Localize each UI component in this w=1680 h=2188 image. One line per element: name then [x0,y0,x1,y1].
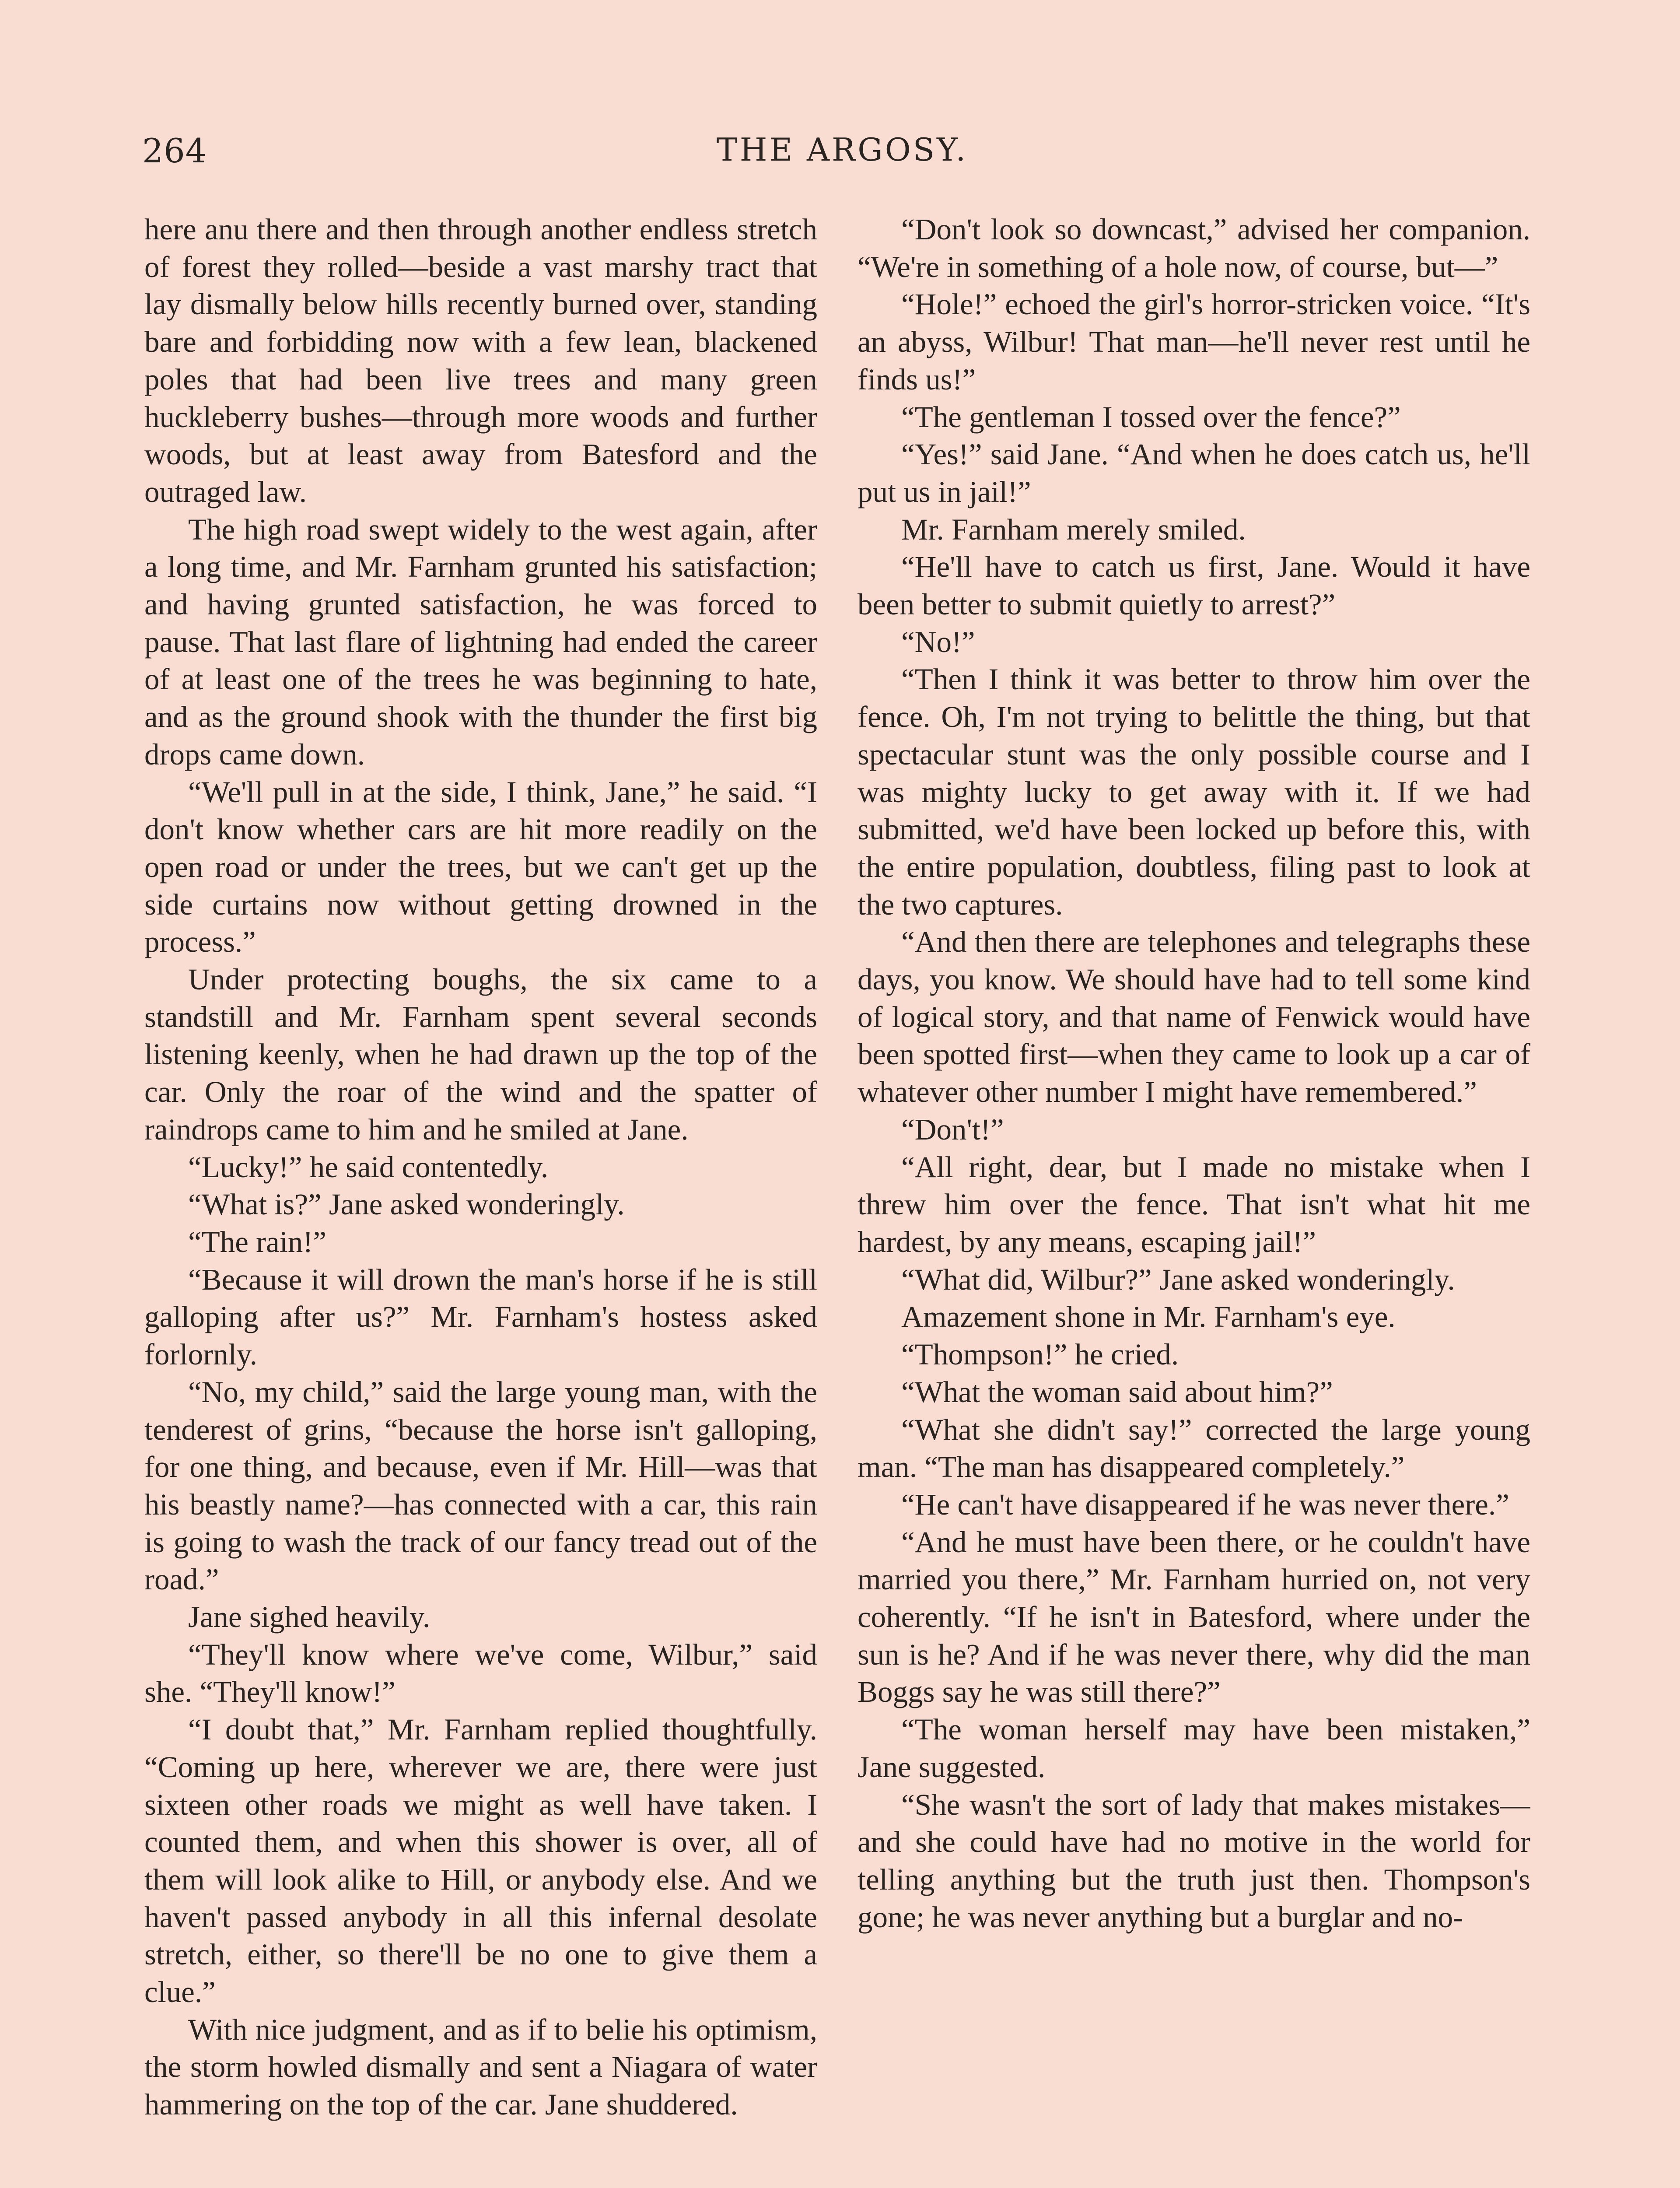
paragraph: “He can't have disappeared if he was never there.” [901,1487,1509,1521]
paragraph: “Lucky!” he said contentedly. [188,1150,549,1184]
paragraph: “What the woman said about him?” [901,1375,1333,1409]
paragraph: “Because it will drown the man's horse if he is still galloping after us?” Mr. Farnham's hostess asked forlornly. [144,1262,817,1371]
paragraph: “Yes!” said Jane. “And when he does catch us, he'll put us in jail!” [858,438,1530,508]
paragraph: Amazement shone in Mr. Farnham's eye. [901,1300,1396,1334]
paragraph: “All right, dear, but I made no mistake when I threw him over the fence. That isn't what hit me hardest, by any means, escaping jail!” [858,1150,1530,1259]
paragraph: Jane sighed heavily. [188,1600,430,1634]
page-number: 264 [142,131,207,170]
paragraph: here anu there and then through another endless stretch of forest they rolled—beside a vast marshy tract that lay dismally below hills recently burned over, standing bare and forbidding now with a few lean, blackened poles that had been live trees and many green huckleberry bushes—through more woods and further woods, but at least away from Batesford and the outraged law. [144,213,817,508]
paragraph: “Thompson!” he cried. [901,1338,1179,1371]
paragraph: Under protecting boughs, the six came to a standstill and Mr. Farnham spent several seconds listening keenly, when he had drawn up the top of the car. Only the roar of the wind and the spatter of raindrops came to him and he smiled at Jane. [144,963,817,1146]
page-header [142,131,1542,179]
paragraph: “And then there are telephones and telegraphs these days, you know. We should have had to tell some kind of logical story, and that name of Fenwick would have been spotted first—when they came to look up a car of whatever other number I might have remembered.” [858,925,1530,1109]
paragraph: “They'll know where we've come, Wilbur,” said she. “They'll know!” [144,1637,817,1709]
paragraph: “No, my child,” said the large young man, with the tenderest of grins, “because the horse isn't galloping, for one thing, and because, even if Mr. Hill—was that his beastly name?—has connected with a car, this rain is going to wash the track of our fancy tread out of the road.” [144,1375,817,1596]
paragraph: “What did, Wilbur?” Jane asked wonderingly. [901,1262,1455,1296]
paragraph: “Hole!” echoed the girl's horror-stricken voice. “It's an abyss, Wilbur! That man—he'll never rest until he finds us!” [858,288,1530,396]
paragraph: “He'll have to catch us first, Jane. Would it have been better to submit quietly to arrest?” [858,550,1530,621]
paragraph: “And he must have been there, or he couldn't have married you there,” Mr. Farnham hurried on, not very coherently. “If he isn't in Batesford, where under the sun is he? And if he was never there, why did the man Boggs say he was still there?” [858,1525,1530,1709]
paragraph: “What she didn't say!” corrected the large young man. “The man has disappeared completely.” [858,1413,1530,1484]
paragraph: “Don't look so downcast,” advised her companion. “We're in something of a hole now, of course, but—” [858,213,1530,284]
left-column [144,211,817,2188]
paragraph: “We'll pull in at the side, I think, Jane,” he said. “I don't know whether cars are hit more readily on the open road or under the trees, but we can't get up the side curtains now without getting drowned in the process.” [144,775,817,959]
paragraph: “Don't!” [901,1112,1004,1146]
paragraph: Mr. Farnham merely smiled. [901,512,1246,546]
paragraph: “No!” [901,625,975,659]
paragraph: “Then I think it was better to throw him over the fence. Oh, I'm not trying to belittle the thing, but that spectacular stunt was the only possible course and I was mighty lucky to get away with it. If we had submitted, we'd have been locked up before this, with the entire population, doubtless, filing past to look at the two captures. [858,663,1530,921]
paragraph: “The gentleman I tossed over the fence?” [901,400,1401,434]
running-head: THE ARGOSY. [716,131,968,168]
paragraph: The high road swept widely to the west again, after a long time, and Mr. Farnham grunted his satisfaction; and having grunted satisfaction, he was forced to pause. That last flare of lightning had ended the career of at least one of the trees he was beginning to hate, and as the ground shook with the thunder the first big drops came down. [144,512,817,771]
paragraph: With nice judgment, and as if to belie his optimism, the storm howled dismally and sent a Niagara of water hammering on the top of the car. Jane shuddered. [144,2013,817,2121]
right-column [858,211,1530,2188]
paragraph: “She wasn't the sort of lady that makes mistakes—and she could have had no motive in the world for telling anything but the truth just then. Thompson's gone; he was never anything but a burglar and no- [858,1788,1530,1934]
paragraph: “I doubt that,” Mr. Farnham replied thoughtfully. “Coming up here, wherever we are, there were just sixteen other roads we might as well have taken. I counted them, and when this shower is over, all of them will look alike to Hill, or anybody else. And we haven't passed anybody in all this infernal desolate stretch, either, so there'll be no one to give them a clue.” [144,1713,817,2009]
paragraph: “What is?” Jane asked wonderingly. [188,1188,625,1221]
paragraph: “The woman herself may have been mistaken,” Jane suggested. [858,1713,1530,1784]
paragraph: “The rain!” [188,1225,327,1259]
